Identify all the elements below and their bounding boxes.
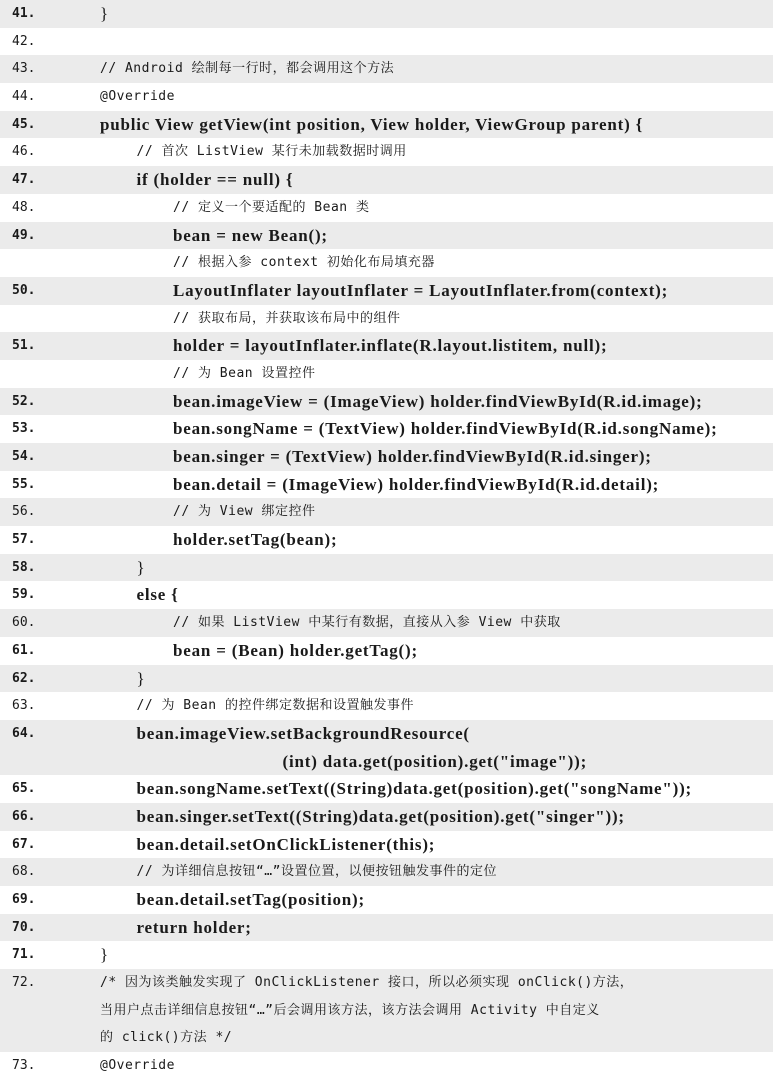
code-line	[0, 831, 773, 859]
code-line	[0, 0, 773, 28]
code-text: holder.setTag(bean);	[173, 530, 338, 550]
code-line	[0, 415, 773, 443]
code-text: bean.detail = (ImageView) holder.findViewById(R.id.detail);	[173, 474, 660, 494]
code-line	[0, 969, 773, 997]
line-number: 60.	[12, 615, 36, 631]
line-number: 65.	[12, 781, 36, 797]
code-line	[0, 803, 773, 831]
line-number: 62.	[12, 670, 36, 686]
code-line	[0, 305, 773, 333]
line-number: 47.	[12, 172, 36, 188]
code-text: public View getView(int position, View holder, ViewGroup parent) {	[100, 114, 644, 134]
line-number: 63.	[12, 698, 36, 714]
line-number: 50.	[12, 282, 36, 298]
comment-text: // 获取布局，并获取该布局中的组件	[173, 310, 401, 326]
code-line	[0, 858, 773, 886]
code-line	[0, 941, 773, 969]
line-number: 44.	[12, 89, 36, 105]
code-text: bean.singer = (TextView) holder.findViewById(R.id.singer);	[173, 447, 652, 466]
code-line	[0, 1052, 773, 1080]
code-line	[0, 637, 773, 665]
code-line	[0, 222, 773, 250]
line-number: 57.	[12, 532, 36, 548]
comment-text: /* 因为该类触发实现了 OnClickListener 接口，所以必须实现 onClick()方法，	[100, 975, 634, 991]
code-line-continuation	[0, 1024, 773, 1052]
comment-text: 当用户点击详细信息按钮“…”后会调用该方法，该方法会调用 Activity 中自定义	[100, 1002, 600, 1018]
line-number: 45.	[12, 116, 36, 132]
code-line-continuation	[0, 748, 773, 776]
brace-text: }	[136, 557, 145, 577]
code-line	[0, 55, 773, 83]
line-number: 68.	[12, 864, 36, 880]
code-line	[0, 526, 773, 554]
code-line	[0, 665, 773, 693]
code-text: bean = (Bean) holder.getTag();	[173, 640, 418, 660]
line-number: 59.	[12, 587, 36, 603]
code-text: LayoutInflater layoutInflater = LayoutInflater.from(context);	[173, 280, 669, 300]
comment-text: // 首次 ListView 某行未加载数据时调用	[136, 144, 407, 160]
code-line	[0, 443, 773, 471]
comment-text: // 定义一个要适配的 Bean 类	[173, 199, 370, 215]
code-text: bean.singer.setText((String)data.get(position).get("singer"));	[136, 806, 625, 826]
line-number: 58.	[12, 559, 36, 575]
comment-text: 的 click()方法 */	[100, 1030, 233, 1046]
line-number: 52.	[12, 393, 36, 409]
comment-text: @Override	[100, 1058, 175, 1074]
comment-text: // 根据入参 context 初始化布局填充器	[173, 255, 435, 271]
line-number: 41.	[12, 6, 36, 21]
code-text: bean.imageView = (ImageView) holder.findViewById(R.id.image);	[173, 391, 703, 411]
line-number: 72.	[12, 975, 36, 991]
code-line	[0, 83, 773, 111]
line-number: 67.	[12, 836, 36, 852]
code-text: else {	[136, 585, 179, 605]
code-line	[0, 581, 773, 609]
line-number: 42.	[12, 33, 36, 49]
line-number: 54.	[12, 449, 36, 464]
line-number: 43.	[12, 61, 36, 77]
comment-text: @Override	[100, 89, 175, 105]
code-line	[0, 609, 773, 637]
line-number: 51.	[12, 338, 36, 354]
comment-text: // 为详细信息按钮“…”设置位置，以便按钮触发事件的定位	[136, 864, 497, 880]
line-number: 53.	[12, 421, 36, 437]
code-line	[0, 914, 773, 942]
code-text: (int) data.get(position).get("image"));	[282, 751, 588, 771]
code-line	[0, 249, 773, 277]
code-text: bean.songName.setText((String)data.get(position).get("songName"));	[136, 779, 692, 799]
code-line	[0, 194, 773, 222]
code-line	[0, 720, 773, 748]
code-text: bean = new Bean();	[173, 225, 328, 245]
line-number: 56.	[12, 504, 36, 520]
code-text: return holder;	[136, 917, 252, 937]
code-text: bean.songName = (TextView) holder.findViewById(R.id.songName);	[173, 419, 718, 439]
comment-text: // 如果 ListView 中某行有数据，直接从入参 View 中获取	[173, 615, 561, 631]
code-text: bean.imageView.setBackgroundResource(	[136, 723, 470, 743]
line-number: 61.	[12, 642, 36, 658]
code-line	[0, 775, 773, 803]
code-text: bean.detail.setOnClickListener(this);	[136, 834, 436, 854]
code-line	[0, 277, 773, 305]
code-line	[0, 692, 773, 720]
code-line	[0, 554, 773, 582]
code-line	[0, 886, 773, 914]
code-line	[0, 166, 773, 194]
code-line	[0, 360, 773, 388]
line-number: 64.	[12, 725, 36, 741]
code-line	[0, 111, 773, 139]
code-line	[0, 471, 773, 499]
code-text: bean.detail.setTag(position);	[136, 890, 365, 909]
line-number: 48.	[12, 199, 36, 215]
code-line-continuation	[0, 997, 773, 1025]
line-number: 73.	[12, 1058, 36, 1074]
comment-text: // Android 绘制每一行时，都会调用这个方法	[100, 61, 395, 77]
line-number: 55.	[12, 476, 36, 492]
code-text: holder = layoutInflater.inflate(R.layout.listitem, null);	[173, 336, 608, 356]
line-number: 49.	[12, 227, 36, 243]
code-text: if (holder == null) {	[136, 170, 294, 190]
line-number: 66.	[12, 808, 36, 824]
brace-text: }	[100, 4, 109, 23]
comment-text: // 为 View 绑定控件	[173, 504, 316, 520]
comment-text: // 为 Bean 的控件绑定数据和设置触发事件	[136, 698, 414, 714]
comment-text: // 为 Bean 设置控件	[173, 365, 316, 381]
code-line	[0, 388, 773, 416]
brace-text: }	[136, 668, 145, 688]
code-line	[0, 138, 773, 166]
code-line	[0, 498, 773, 526]
code-line	[0, 332, 773, 360]
line-number: 70.	[12, 919, 36, 935]
line-number: 46.	[12, 144, 36, 160]
brace-text: }	[100, 945, 109, 965]
line-number: 69.	[12, 892, 36, 907]
code-line	[0, 28, 773, 56]
line-number: 71.	[12, 947, 36, 963]
